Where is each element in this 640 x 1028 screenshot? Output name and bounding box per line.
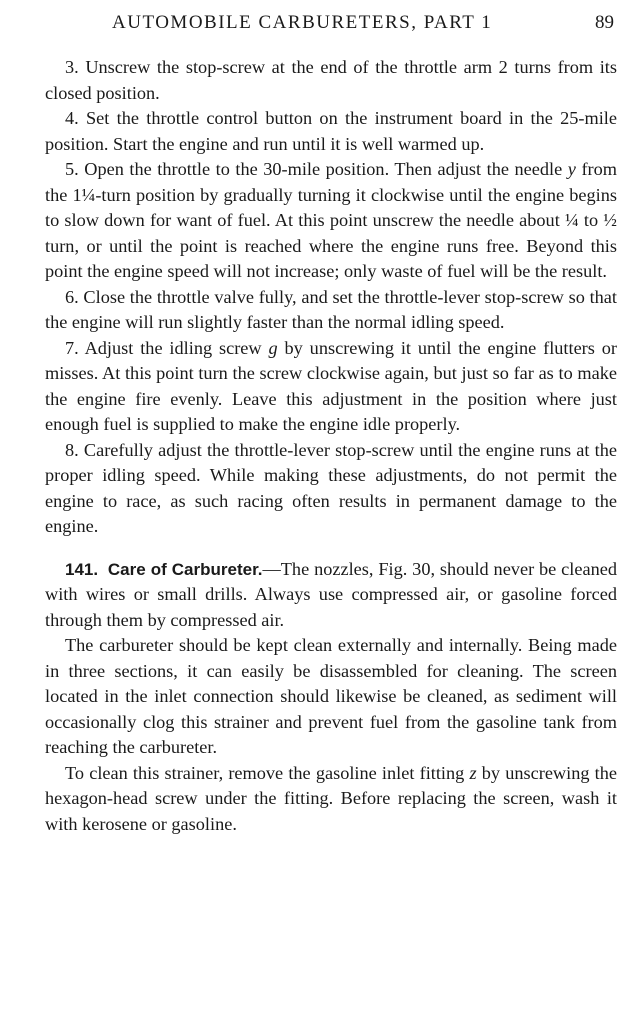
section-141 <box>45 557 617 634</box>
header-title: AUTOMOBILE CARBURETERS, PART 1 <box>112 12 493 33</box>
step-5-part-a: 5. Open the throttle to the 30-mile position. Then adjust the needle <box>65 159 568 179</box>
strainer-part-b: by unscrewing the hexagon-head screw under the fitting. Before replacing the screen, wash it with kerosene or gasoline. <box>45 762 617 834</box>
step-5 <box>45 157 617 285</box>
step-8: 8. Carefully adjust the throttle-lever stop-screw until the engine runs at the proper idling speed. While making these adjustments, do not permit the engine to race, as such racing often results in permanent damage to the engine. <box>45 439 617 536</box>
paragraph-clean: The carbureter should be kept clean externally and internally. Being made in three sections, it can easily be disassembled for cleaning. The screen located in the inlet connection should likewise be cleaned, as sediment will occasionally clog this strainer and prevent fuel from the gasoline tank from reaching the carbureter. <box>45 635 617 757</box>
step-7-part-b: by unscrewing it until the engine flutters or misses. At this point turn the screw clockwise again, but just so far as to make the engine fire evenly. Leave this adjustment in the position where just enough fuel is supplied to make the engine idle properly. <box>45 337 617 434</box>
section-title: Care of Carbureter. <box>107 559 263 579</box>
step-7 <box>45 336 617 438</box>
step-4: 4. Set the throttle control button on the instrument board in the 25-mile position. Start the engine and run until it is well warmed up. <box>45 108 617 154</box>
page-body <box>45 55 617 837</box>
needle-variable: y <box>567 159 576 179</box>
step-5-part-b: from the 1¼-turn position by gradually turning it clockwise until the engine begins to slow down for want of fuel. At this point unscrew the needle about ¼ to ½ turn, or until the point is reached where the engine runs free. Beyond this point the engine speed will not increase; only waste of fuel will be the result. <box>45 159 618 281</box>
running-header <box>0 8 640 38</box>
section-number: 141. <box>65 559 99 579</box>
paragraph-strainer <box>45 761 617 838</box>
section-text: —The nozzles, Fig. 30, should never be cleaned with wires or small drills. Always use compressed air, or gasoline forced through them by compressed air. <box>45 558 617 630</box>
step-3: 3. Unscrew the stop-screw at the end of the throttle arm 2 turns from its closed position. <box>45 57 617 103</box>
step-6: 6. Close the throttle valve fully, and set the throttle-lever stop-screw so that the engine will run slightly faster than the normal idling speed. <box>45 286 617 332</box>
strainer-part-a: To clean this strainer, remove the gasoline inlet fitting <box>65 762 470 783</box>
idling-screw-variable: g <box>268 337 278 358</box>
page-number: 89 <box>595 12 614 33</box>
step-7-part-a: 7. Adjust the idling screw <box>65 337 269 358</box>
inlet-fitting-variable: z <box>469 762 477 783</box>
